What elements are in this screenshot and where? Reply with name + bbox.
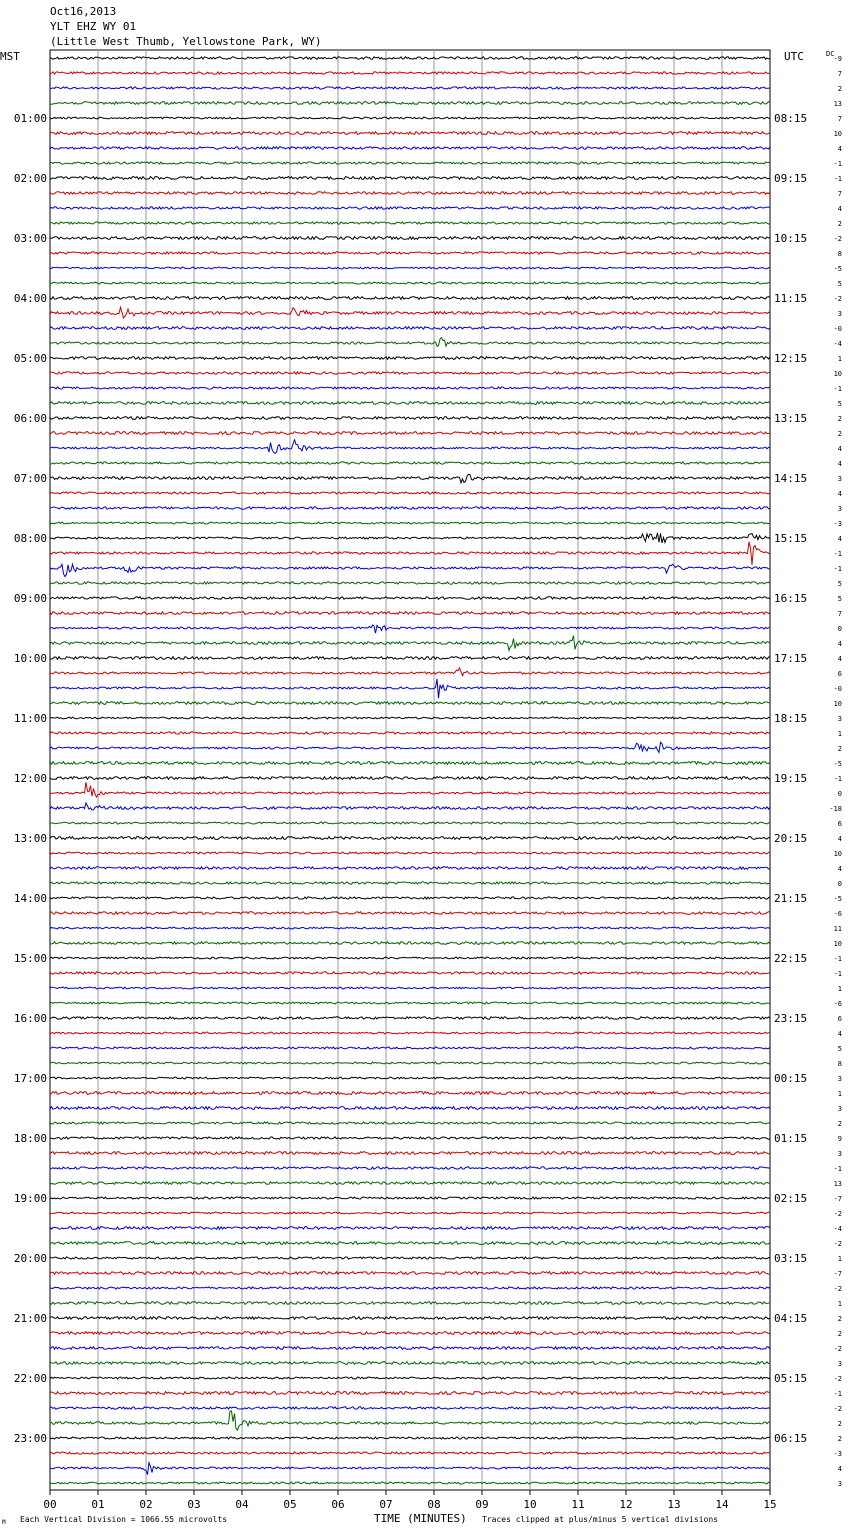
trace-line	[50, 777, 770, 780]
dc-offset-label: -1	[833, 955, 842, 963]
trace-line	[50, 1392, 770, 1395]
dc-offset-label: -3	[833, 520, 842, 528]
dc-offset-label: 3	[837, 1105, 842, 1113]
mst-hour-label: 14:00	[13, 892, 47, 905]
utc-hour-label: 22:15	[774, 952, 808, 965]
dc-offset-label: -5	[833, 760, 842, 768]
trace-line	[50, 582, 770, 584]
dc-offset-label: 11	[833, 925, 842, 933]
mst-hour-label: 20:00	[13, 1252, 47, 1265]
dc-offset-label: 0	[837, 625, 842, 633]
trace-line	[50, 668, 770, 676]
dc-offset-label: -6	[833, 910, 842, 918]
dc-offset-label: 5	[837, 1045, 842, 1053]
mst-hour-label: 18:00	[13, 1132, 47, 1145]
trace-line	[50, 762, 770, 765]
trace-line	[50, 732, 770, 734]
trace-line	[50, 57, 770, 60]
trace-line	[50, 297, 770, 300]
x-tick-label: 02	[139, 1498, 153, 1511]
dc-offset-label: 1	[837, 1090, 842, 1098]
dc-offset-label: 2	[837, 1420, 842, 1428]
mst-hour-label: 01:00	[13, 112, 47, 125]
trace-line	[50, 1287, 770, 1289]
dc-offset-label: 2	[837, 85, 842, 93]
dc-offset-label: -5	[833, 895, 842, 903]
trace-line	[50, 912, 770, 915]
trace-line	[50, 402, 770, 405]
utc-hour-label: 12:15	[774, 352, 808, 365]
trace-line	[50, 474, 770, 483]
dc-offset-label: -1	[833, 565, 842, 573]
utc-hour-label: 03:15	[774, 1252, 808, 1265]
dc-offset-label: 4	[837, 640, 842, 648]
utc-hour-label: 05:15	[774, 1372, 808, 1385]
mst-axis-label: MST	[0, 50, 20, 63]
trace-line	[50, 307, 770, 318]
dc-offset-label: 2	[837, 1120, 842, 1128]
trace-line	[50, 117, 770, 119]
trace-line	[50, 1197, 770, 1199]
dc-offset-label: -1	[833, 970, 842, 978]
mst-hour-label: 09:00	[13, 592, 47, 605]
utc-hour-label: 13:15	[774, 412, 808, 425]
trace-line	[50, 837, 770, 840]
trace-line	[50, 1272, 770, 1275]
dc-offset-label: 8	[837, 1060, 842, 1068]
x-tick-label: 08	[427, 1498, 441, 1511]
trace-line	[50, 1452, 770, 1454]
x-tick-label: 09	[475, 1498, 489, 1511]
mst-hour-label: 03:00	[13, 232, 47, 245]
trace-line	[50, 972, 770, 974]
trace-line	[50, 927, 770, 929]
utc-hour-label: 00:15	[774, 1072, 808, 1085]
dc-offset-label: 4	[837, 145, 842, 153]
mst-hour-label: 17:00	[13, 1072, 47, 1085]
trace-line	[50, 957, 770, 959]
utc-hour-label: 15:15	[774, 532, 808, 545]
trace-line	[50, 462, 770, 464]
dc-offset-label: -3	[833, 1450, 842, 1458]
dc-offset-label: 3	[837, 310, 842, 318]
dc-offset-label: 2	[837, 220, 842, 228]
dc-offset-label: -2	[833, 1240, 842, 1248]
dc-offset-label: 3	[837, 1360, 842, 1368]
dc-offset-label: 4	[837, 1030, 842, 1038]
utc-hour-label: 16:15	[774, 592, 808, 605]
utc-hour-label: 08:15	[774, 112, 808, 125]
corner-mark: M	[2, 1519, 6, 1526]
trace-line	[50, 1017, 770, 1019]
trace-line	[50, 207, 770, 209]
trace-line	[50, 1302, 770, 1305]
trace-line	[50, 72, 770, 74]
dc-offset-label: -2	[833, 1210, 842, 1218]
dc-offset-label: 0	[837, 880, 842, 888]
dc-offset-label: 4	[837, 460, 842, 468]
trace-line	[50, 252, 770, 254]
trace-line	[50, 1347, 770, 1350]
x-tick-label: 11	[571, 1498, 585, 1511]
dc-offset-label: -1	[833, 175, 842, 183]
trace-line	[50, 282, 770, 284]
x-tick-label: 01	[91, 1498, 105, 1511]
utc-hour-label: 19:15	[774, 772, 808, 785]
dc-offset-label: 5	[837, 595, 842, 603]
trace-line	[50, 657, 770, 660]
mst-hour-label: 04:00	[13, 292, 47, 305]
dc-offset-label: -0	[833, 325, 842, 333]
mst-hour-label: 08:00	[13, 532, 47, 545]
trace-line	[50, 327, 770, 330]
chart-station: YLT EHZ WY 01	[50, 20, 137, 33]
trace-line	[50, 162, 770, 164]
mst-hour-label: 05:00	[13, 352, 47, 365]
dc-offset-label: 3	[837, 1150, 842, 1158]
utc-hour-label: 04:15	[774, 1312, 808, 1325]
dc-offset-label: -1	[833, 550, 842, 558]
trace-line	[50, 1407, 770, 1409]
trace-line	[50, 372, 770, 374]
utc-axis-label: UTC	[784, 50, 804, 63]
dc-offset-label: 3	[837, 505, 842, 513]
trace-line	[50, 1077, 770, 1079]
mst-hour-label: 19:00	[13, 1192, 47, 1205]
dc-offset-label: 2	[837, 415, 842, 423]
utc-hour-label: 23:15	[774, 1012, 808, 1025]
dc-offset-label: -18	[829, 805, 842, 813]
trace-line	[50, 742, 770, 752]
trace-line	[50, 1092, 770, 1095]
x-axis-title: TIME (MINUTES)	[374, 1512, 467, 1525]
dc-offset-label: -2	[833, 1375, 842, 1383]
dc-offset-label: -7	[833, 1270, 842, 1278]
mst-hour-label: 15:00	[13, 952, 47, 965]
dc-offset-label: 2	[837, 1435, 842, 1443]
utc-hour-label: 21:15	[774, 892, 808, 905]
mst-hour-label: 22:00	[13, 1372, 47, 1385]
utc-hour-label: 10:15	[774, 232, 808, 245]
trace-line	[50, 542, 770, 565]
x-tick-label: 06	[331, 1498, 345, 1511]
dc-offset-label: 4	[837, 490, 842, 498]
dc-offset-label: 4	[837, 1465, 842, 1473]
dc-offset-label: 13	[833, 1180, 842, 1188]
trace-line	[50, 597, 770, 600]
dc-offset-label: 10	[833, 370, 842, 378]
trace-line	[50, 636, 770, 651]
dc-offset-label: 7	[837, 115, 842, 123]
utc-hour-label: 18:15	[774, 712, 808, 725]
dc-offset-label: 4	[837, 535, 842, 543]
dc-offset-label: 8	[837, 250, 842, 258]
trace-line	[50, 822, 770, 824]
dc-offset-label: 2	[837, 745, 842, 753]
utc-hour-label: 01:15	[774, 1132, 808, 1145]
dc-offset-label: -2	[833, 1285, 842, 1293]
dc-offset-label: 4	[837, 835, 842, 843]
dc-offset-label: 10	[833, 940, 842, 948]
mst-hour-label: 16:00	[13, 1012, 47, 1025]
dc-offset-label: 10	[833, 130, 842, 138]
x-tick-label: 15	[763, 1498, 777, 1511]
trace-line	[50, 1332, 770, 1335]
dc-offset-label: -7	[833, 1195, 842, 1203]
dc-offset-label: -9	[833, 55, 842, 63]
dc-offset-label: 0	[837, 790, 842, 798]
dc-offset-label: 4	[837, 205, 842, 213]
trace-line	[50, 177, 770, 180]
trace-line	[50, 782, 770, 797]
dc-offset-label: -1	[833, 1165, 842, 1173]
mst-hour-label: 02:00	[13, 172, 47, 185]
trace-line	[50, 1182, 770, 1185]
trace-line	[50, 1152, 770, 1155]
trace-line	[50, 1002, 770, 1004]
utc-hour-label: 09:15	[774, 172, 808, 185]
trace-line	[50, 1047, 770, 1049]
dc-offset-label: 13	[833, 100, 842, 108]
utc-hour-label: 17:15	[774, 652, 808, 665]
mst-hour-label: 06:00	[13, 412, 47, 425]
x-tick-label: 04	[235, 1498, 249, 1511]
trace-line	[50, 679, 770, 698]
mst-hour-label: 07:00	[13, 472, 47, 485]
x-tick-label: 03	[187, 1498, 201, 1511]
utc-hour-label: 11:15	[774, 292, 808, 305]
trace-line	[50, 417, 770, 420]
dc-offset-label: -4	[833, 340, 842, 348]
trace-line	[50, 522, 770, 524]
dc-offset-label: 3	[837, 1480, 842, 1488]
mst-hour-label: 10:00	[13, 652, 47, 665]
dc-offset-label: -1	[833, 160, 842, 168]
utc-hour-label: 06:15	[774, 1432, 808, 1445]
trace-line	[50, 612, 770, 615]
x-tick-label: 12	[619, 1498, 633, 1511]
trace-line	[50, 702, 770, 705]
dc-offset-label: -1	[833, 1390, 842, 1398]
mst-hour-label: 12:00	[13, 772, 47, 785]
trace-line	[50, 717, 770, 719]
dc-offset-label: 2	[837, 430, 842, 438]
mst-hour-label: 21:00	[13, 1312, 47, 1325]
dc-offset-label: 3	[837, 715, 842, 723]
trace-line	[50, 1137, 770, 1139]
trace-line	[50, 625, 770, 633]
dc-offset-label: 1	[837, 1255, 842, 1263]
trace-line	[50, 1362, 770, 1365]
dc-offset-label: -0	[833, 685, 842, 693]
utc-hour-label: 20:15	[774, 832, 808, 845]
utc-hour-label: 14:15	[774, 472, 808, 485]
scale-note: Each Vertical Division = 1066.55 microvolts	[20, 1515, 228, 1524]
trace-line	[50, 1437, 770, 1439]
trace-line	[50, 432, 770, 435]
dc-offset-label: 6	[837, 1015, 842, 1023]
dc-offset-label: 7	[837, 610, 842, 618]
trace-line	[50, 852, 770, 854]
dc-offset-label: 5	[837, 280, 842, 288]
mst-hour-label: 23:00	[13, 1432, 47, 1445]
trace-line	[50, 1227, 770, 1230]
dc-offset-label: -4	[833, 1225, 842, 1233]
dc-offset-label: 1	[837, 355, 842, 363]
mst-hour-label: 13:00	[13, 832, 47, 845]
dc-offset-label: -1	[833, 775, 842, 783]
trace-line	[50, 987, 770, 989]
dc-offset-label: 2	[837, 1330, 842, 1338]
trace-line	[50, 1463, 770, 1475]
dc-offset-label: 7	[837, 190, 842, 198]
dc-offset-label: 5	[837, 400, 842, 408]
trace-line	[50, 338, 770, 347]
trace-line	[50, 222, 770, 224]
dc-offset-label: 10	[833, 700, 842, 708]
dc-offset-label: 10	[833, 850, 842, 858]
dc-offset-label: 2	[837, 1315, 842, 1323]
trace-line	[50, 132, 770, 135]
trace-line	[50, 387, 770, 389]
dc-offset-label: -2	[833, 235, 842, 243]
chart-date: Oct16,2013	[50, 5, 117, 18]
dc-offset-label: -2	[833, 1345, 842, 1353]
trace-line	[50, 1107, 770, 1110]
trace-line	[50, 882, 770, 884]
dc-offset-label: -6	[833, 1000, 842, 1008]
trace-line	[50, 942, 770, 945]
trace-line	[50, 357, 770, 360]
trace-line	[50, 1242, 770, 1245]
trace-line	[50, 1167, 770, 1169]
trace-line	[50, 1377, 770, 1379]
dc-offset-label: 6	[837, 820, 842, 828]
dc-offset-label: -1	[833, 385, 842, 393]
dc-offset-label: 3	[837, 1075, 842, 1083]
trace-line	[50, 1212, 770, 1214]
trace-line	[50, 1122, 770, 1124]
trace-line	[50, 267, 770, 269]
trace-line	[50, 147, 770, 150]
dc-offset-label: 7	[837, 70, 842, 78]
trace-line	[50, 492, 770, 494]
clip-note: Traces clipped at plus/minus 5 vertical divisions	[482, 1515, 719, 1524]
dc-offset-label: 5	[837, 580, 842, 588]
trace-line	[50, 564, 770, 576]
dc-offset-label: 6	[837, 670, 842, 678]
trace-line	[50, 1482, 770, 1484]
dc-offset-label: -5	[833, 265, 842, 273]
trace-line	[50, 897, 770, 899]
trace-line	[50, 1032, 770, 1034]
chart-location: (Little West Thumb, Yellowstone Park, WY)	[50, 35, 322, 48]
trace-line	[50, 1257, 770, 1259]
x-tick-label: 00	[43, 1498, 57, 1511]
utc-hour-label: 02:15	[774, 1192, 808, 1205]
trace-line	[50, 803, 770, 810]
trace-line	[50, 87, 770, 89]
mst-hour-label: 11:00	[13, 712, 47, 725]
dc-offset-label: 4	[837, 655, 842, 663]
x-tick-label: 07	[379, 1498, 393, 1511]
trace-line	[50, 1317, 770, 1320]
dc-offset-label: -2	[833, 295, 842, 303]
trace-line	[50, 237, 770, 240]
trace-line	[50, 440, 770, 454]
trace-line	[50, 192, 770, 195]
x-tick-label: 13	[667, 1498, 681, 1511]
dc-offset-label: 1	[837, 1300, 842, 1308]
x-tick-label: 10	[523, 1498, 537, 1511]
dc-offset-label: 9	[837, 1135, 842, 1143]
trace-line	[50, 533, 770, 543]
trace-line	[50, 867, 770, 870]
dc-axis-label: DC	[826, 50, 835, 58]
x-tick-label: 05	[283, 1498, 297, 1511]
trace-line	[50, 1062, 770, 1064]
dc-offset-label: 1	[837, 730, 842, 738]
dc-offset-label: -2	[833, 1405, 842, 1413]
trace-line	[50, 507, 770, 509]
trace-line	[50, 102, 770, 105]
trace-line	[50, 1411, 770, 1430]
dc-offset-label: 4	[837, 445, 842, 453]
dc-offset-label: 3	[837, 475, 842, 483]
dc-offset-label: 4	[837, 865, 842, 873]
dc-offset-label: 1	[837, 985, 842, 993]
x-tick-label: 14	[715, 1498, 729, 1511]
